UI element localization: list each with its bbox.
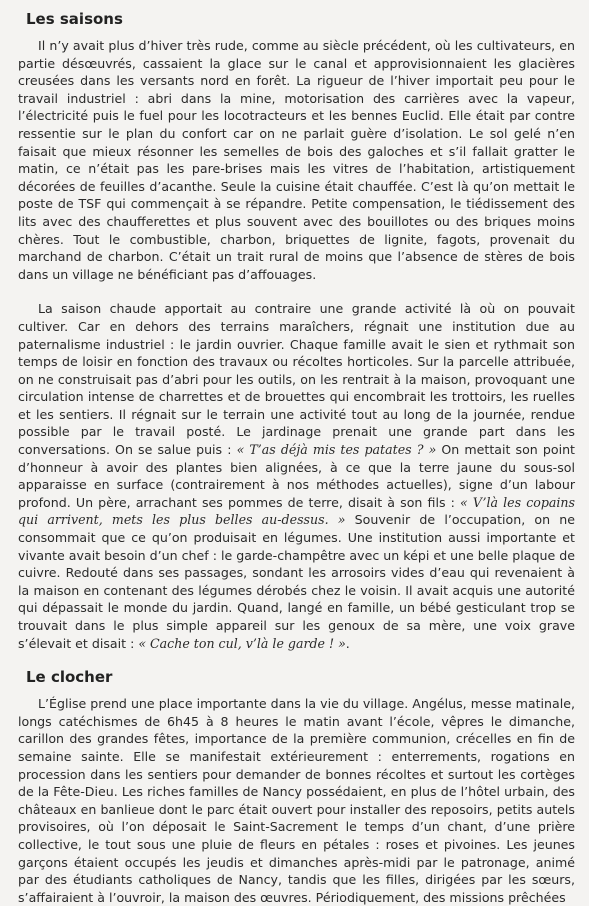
paragraph-text: Souvenir de l’occupation, on ne consommait que ce qu’on produisait en légumes. Une institution aussi importante et vivante avait besoin d’un chef : le garde-champêtre avec un képi et une belle plaque de cuivre. Redouté dans ses passages, sondant les arrosoirs vides d’eau qui revenaient à la maison en contenant des légumes dérobés chez le voisin. Il avait acquis une autorité qui dépassait le monde du jardin. Quand, langé en famille, un bébé gesticulant trop se trouvait dans le plus simple appareil sur les genoux de sa mère, une voix grave s’élevait et disait : (18, 512, 575, 651)
paragraph-text: La saison chaude apportait au contraire une grande activité là où on pouvait cultiver. Car en dehors des terrains maraîchers, régnait une institution due au paternalisme industriel : le jardin ouvrier. Chaque famille avait le sien et rythmait son temps de loisir en fonction des travaux ou récoltes horticoles. Sur la parcelle attribuée, on ne construisait pas d’abri pour les outils, on les rentrait à la maison, provoquant une circulation intense de charrettes et de brouettes qui encombrait les trottoirs, les ruelles et les sentiers. Il régnait sur le terrain une activité tout au long de la journée, rendue possible par le travail posté. Le jardinage prenait une grande part dans les conversations. On se salue puis : (18, 301, 575, 458)
paragraph-eglise (18, 695, 575, 906)
paragraph-text: On mettait son point d’honneur à avoir des plantes bien alignées, à ce que la terre jaune du sous-sol apparaisse en surface (contrairement à nos méthodes actuelles), signe d’un labour profond. Un père, arrachant ses pommes de terre, disait à son fils : (18, 442, 575, 510)
quote-copains: « V’là les copains qui arrivent, mets les plus belles au-dessus. » (18, 494, 576, 528)
paragraph-hiver (18, 37, 575, 283)
quote-garde: « Cache ton cul, v’là le garde ! » (138, 635, 346, 651)
paragraph-saison-chaude (18, 300, 575, 652)
paragraph-gap (18, 283, 575, 300)
paragraph-text: Il n’y avait plus d’hiver très rude, comme au siècle précédent, où les cultivateurs, en partie désœuvrés, cassaient la glace sur le canal et approvisionnaient les glacières creusées dans les versants nord en forêt. La rigueur de l’hiver importait peu pour le travail industriel : abri dans la mine, motorisation des carrières avec la vapeur, l’électricité puis le fuel pour les locotracteurs et les bennes Euclid. Elle était par contre ressentie sur le plan du confort car on ne parlait guère d’isolation. Le sol gelé n’en faisait que mieux résonner les semelles de bois des galoches et s’il fallait gratter le matin, ce n’était pas les pare-brises mais les vitres de l’habitation, artistiquement décorées de feuilles d’acanthe. Seule la cuisine était chauffée. C’est là qu’on mettait le poste de TSF qui commençait à se répandre. Petite compensation, le tiédissement des lits avec des chaufferettes et plus souvent avec des bouillotes ou des briques moins chères. Tout le combustible, charbon, briquettes de lignite, fagots, provenait du marchand de charbon. C’était un trait rural de moins que l’absence de stères de bois dans un village ne bénéficiant pas d’affouages. (18, 38, 575, 282)
section-title-le-clocher: Le clocher (26, 668, 113, 687)
paragraph-text: L’Église prend une place importante dans la vie du village. Angélus, messe matinale, longs catéchismes de 6h45 à 8 heures le matin avant l’école, vêpres le dimanche, carillon des grandes fêtes, importance de la première communion, crécelles en fin de semaine sainte. Elle se manifestait extérieurement : enterrements, rogations en procession dans les sentiers pour demander de bonnes récoltes et surtout les cortèges de la Fête-Dieu. Les riches familles de Nancy possédaient, en plus de l’hôtel urbain, des châteaux en banlieue dont le parc était ouvert pour installer des reposoirs, petits autels provisoires, où l’on déposait le Saint-Sacrement le temps d’un chant, d’une prière collective, le tout sous une pluie de fleurs en pétales : roses et pivoines. Les jeunes garçons étaient occupés les jeudis et dimanches après-midi par le patronage, animé par des étudiants catholiques de Nancy, tandis que les filles, dirigées par les sœurs, s’affairaient à l’ouvroir, la maison des œuvres. Périodiquement, des missions prêchées (18, 696, 575, 905)
section-gap (18, 652, 575, 667)
paragraph-text: . (345, 635, 350, 651)
section-title-les-saisons: Les saisons (26, 10, 123, 28)
quote-patates: « T’as déjà mis tes patates ? » (236, 442, 437, 458)
